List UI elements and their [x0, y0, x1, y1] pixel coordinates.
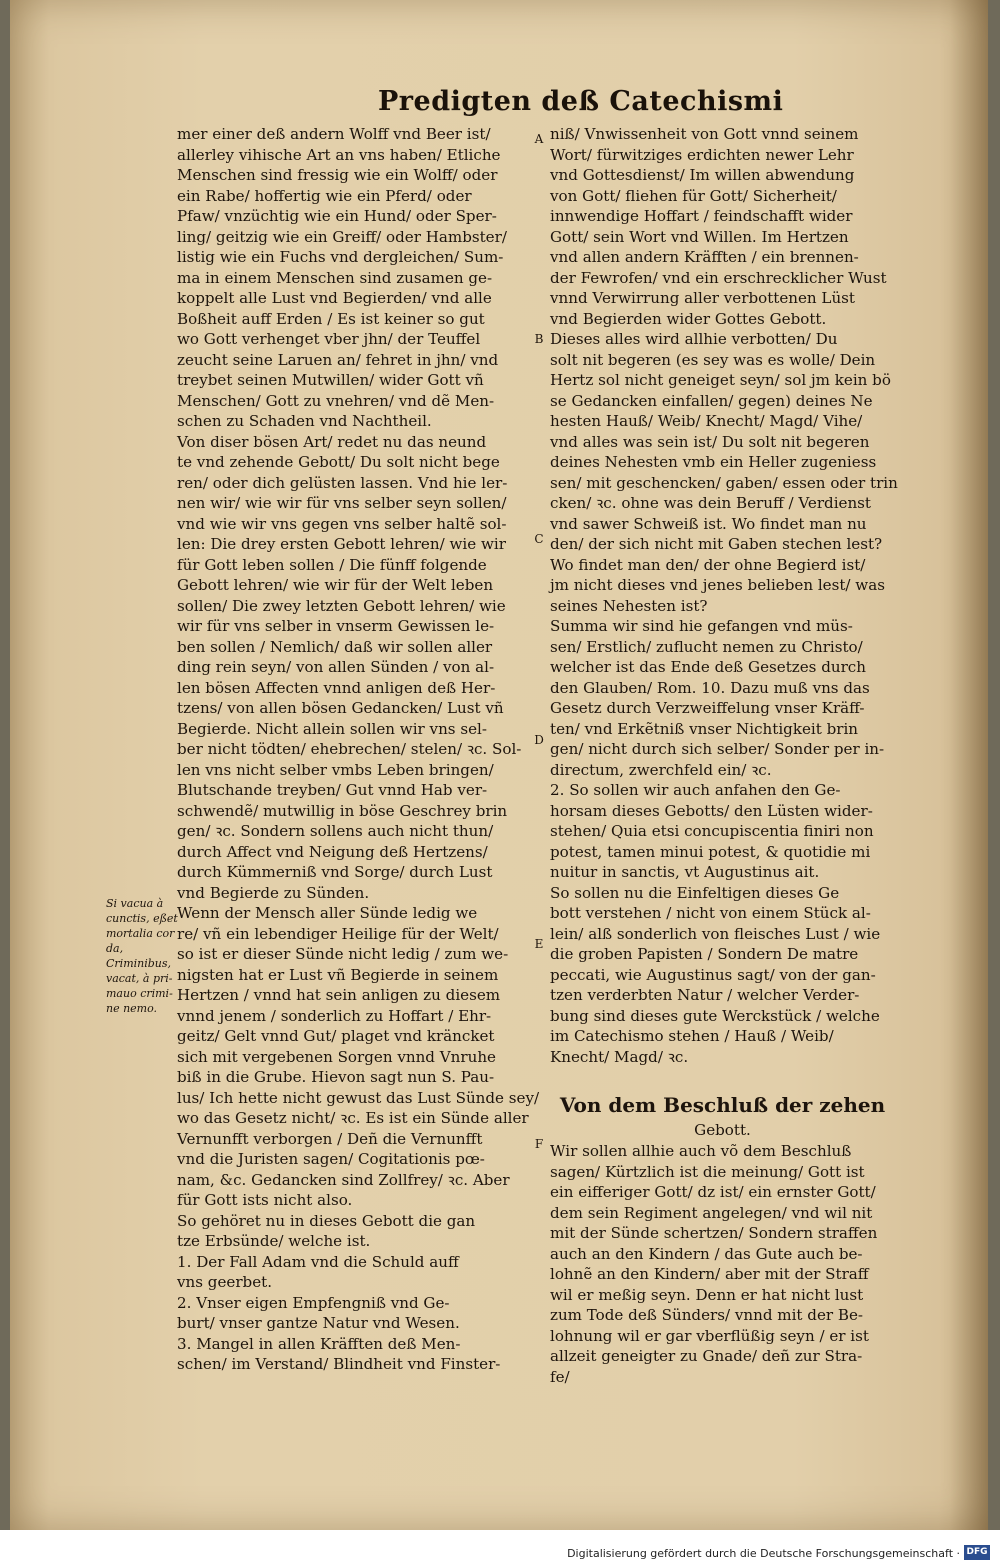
text-line: durch Affect vnd Neigung deß Hertzens/: [177, 842, 488, 861]
text-line: vnd wie wir vns gegen vns selber haltẽ sol-: [177, 514, 507, 533]
text-line: wir für vns selber in vnserm Gewissen le-: [177, 617, 495, 635]
marginal-note-line: cunctis, eßet: [106, 912, 178, 925]
text-line: horsam dieses Gebotts/ den Lüsten wider-: [550, 801, 873, 820]
text-line: gen/ nicht durch sich selber/ Sonder per in-: [550, 740, 885, 758]
footer-credit: Digitalisierung gefördert durch die Deutsche Forschungsgemeinschaft ·: [567, 1547, 960, 1560]
text-line: vnd die Juristen sagen/ Cogitationis pœ-: [177, 1150, 485, 1168]
text-line: potest, tamen minui potest, & quotidie mi: [550, 842, 871, 861]
text-line: vnd Begierde zu Sünden.: [177, 883, 370, 902]
text-line: ling/ geitzig wie ein Greiff/ oder Hambster/: [177, 227, 507, 246]
text-line: ein Rabe/ hoffertig wie ein Pferd/ oder: [177, 186, 472, 205]
text-line: vns geerbet.: [177, 1273, 272, 1291]
text-line: sen/ mit geschencken/ gaben/ essen oder trin: [550, 473, 898, 492]
book-page: [10, 0, 988, 1530]
text-line: ten/ vnd Erkẽtniß vnser Nichtigkeit brin: [550, 719, 859, 738]
section-subheading: Gebott.: [694, 1121, 751, 1139]
text-line: ein eifferiger Gott/ dz ist/ ein ernster Gott/: [550, 1183, 876, 1201]
text-line: peccati, wie Augustinus sagt/ von der gan-: [550, 965, 876, 984]
text-line: bott verstehen / nicht von einem Stück al-: [550, 904, 871, 922]
text-line: Dieses alles wird allhie verbotten/ Du: [550, 330, 838, 348]
text-line: re/ vñ ein lebendiger Heilige für der Welt/: [177, 924, 499, 943]
text-line: se Gedancken einfallen/ gegen) deines Ne: [550, 391, 873, 410]
text-line: zum Tode deß Sünders/ vnnd mit der Be-: [550, 1306, 864, 1324]
margin-marker-b: B: [534, 332, 544, 346]
text-line: lohnẽ an den Kindern/ aber mit der Straff: [550, 1265, 869, 1283]
text-line: biß in die Grube. Hievon sagt nun S. Pau-: [177, 1068, 495, 1086]
text-line: der Fewrofen/ vnd ein erschrecklicher Wust: [550, 268, 887, 287]
text-line: bung sind dieses gute Werckstück / welche: [550, 1006, 880, 1025]
marginal-note-line: da,: [106, 942, 124, 955]
text-line: dem sein Regiment angelegen/ vnd wil nit: [550, 1203, 873, 1222]
text-line: stehen/ Quia etsi concupiscentia finiri non: [550, 822, 874, 840]
text-line: 2. So sollen wir auch anfahen den Ge-: [550, 781, 841, 799]
text-line: 2. Vnser eigen Empfengniß vnd Ge-: [177, 1293, 450, 1312]
section-heading: Von dem Beschluß der zehen: [559, 1093, 886, 1117]
text-line: wo das Gesetz nicht/ ꝛc. Es ist ein Sünde aller: [177, 1109, 529, 1127]
text-line: vnd Gottesdienst/ Im willen abwendung: [550, 166, 855, 184]
text-line: sagen/ Kürtzlich ist die meinung/ Gott ist: [550, 1162, 865, 1181]
marginal-note-line: mortalia cor: [106, 927, 175, 940]
text-line: den/ der sich nicht mit Gaben stechen lest?: [550, 535, 883, 553]
text-line: 3. Mangel in allen Kräfften deß Men-: [177, 1334, 461, 1353]
margin-marker-d: D: [534, 733, 544, 747]
text-line: tzens/ von allen bösen Gedancken/ Lust vñ: [177, 699, 504, 717]
text-line: tze Erbsünde/ welche ist.: [177, 1232, 371, 1250]
text-line: vnnd jenem / sonderlich zu Hoffart / Ehr-: [177, 1006, 492, 1025]
text-line: deines Nehesten vmb ein Heller zugeniess: [550, 453, 877, 471]
text-line: Knecht/ Magd/ ꝛc.: [550, 1047, 689, 1066]
text-line: Menschen/ Gott zu vnehren/ vnd dẽ Men-: [177, 391, 495, 410]
text-line: directum, zwerchfeld ein/ ꝛc.: [550, 760, 772, 779]
marginal-note-line: Criminibus,: [106, 957, 172, 970]
text-line: nigsten hat er Lust vñ Begierde in seinem: [177, 965, 499, 984]
text-line: vnd allen andern Kräfften / ein brennen-: [550, 248, 859, 266]
text-line: cken/ ꝛc. ohne was dein Beruff / Verdienst: [550, 494, 871, 512]
text-line: so ist er dieser Sünde nicht ledig / zum we-: [177, 945, 509, 963]
text-line: Begierde. Nicht allein sollen wir vns sel-: [177, 719, 487, 738]
right-column-text-part1: [550, 124, 898, 1067]
margin-marker-e: E: [534, 937, 544, 951]
text-line: Gott/ sein Wort vnd Willen. Im Hertzen: [550, 227, 849, 246]
text-line: innwendige Hoffart / feindschafft wider: [550, 207, 853, 225]
marginal-note-line: vacat, à pri-: [106, 972, 173, 985]
left-text-column: [177, 124, 540, 1375]
text-line: ben sollen / Nemlich/ daß wir sollen aller: [177, 637, 493, 656]
text-line: Wir sollen allhie auch võ dem Beschluß: [550, 1142, 852, 1160]
text-line: auch an den Kindern / das Gute auch be-: [550, 1244, 863, 1263]
text-line: te vnd zehende Gebott/ Du solt nicht bege: [177, 453, 500, 471]
text-line: gen/ ꝛc. Sondern sollens auch nicht thun/: [177, 822, 494, 840]
text-line: niß/ Vnwissenheit von Gott vnnd seinem: [550, 125, 859, 143]
text-line: lus/ Ich hette nicht gewust das Lust Sünde sey/: [177, 1088, 540, 1107]
text-line: ren/ oder dich gelüsten lassen. Vnd hie ler-: [177, 473, 508, 492]
text-line: Wo findet man den/ der ohne Begierd ist/: [550, 555, 866, 574]
right-text-column: [550, 124, 898, 1387]
margin-marker-f: F: [534, 1137, 544, 1151]
text-line: So gehöret nu in dieses Gebott die gan: [177, 1211, 476, 1230]
marginal-note-line: ne nemo.: [106, 1002, 158, 1015]
text-line: allerley vihische Art an vns haben/ Etliche: [177, 145, 501, 164]
text-line: mer einer deß andern Wolff vnd Beer ist/: [177, 125, 491, 143]
text-line: koppelt alle Lust vnd Begierden/ vnd alle: [177, 289, 492, 307]
text-line: wil er meßig seyn. Denn er hat nicht lust: [550, 1285, 864, 1304]
text-line: für Gott ists nicht also.: [177, 1191, 353, 1209]
text-line: durch Kümmerniß vnd Sorge/ durch Lust: [177, 863, 493, 881]
text-line: Wenn der Mensch aller Sünde ledig we: [177, 904, 478, 922]
text-line: geitz/ Gelt vnnd Gut/ plaget vnd kräncket: [177, 1027, 495, 1045]
text-line: solt nit begeren (es sey was es wolle/ Dein: [550, 350, 876, 369]
text-line: Summa wir sind hie gefangen vnd müs-: [550, 617, 853, 635]
marginal-note: [106, 896, 180, 1016]
text-line: nam, &c. Gedancken sind Zollfrey/ ꝛc. Aber: [177, 1170, 510, 1189]
text-line: für Gott leben sollen / Die fünff folgende: [177, 555, 487, 574]
text-line: len: Die drey ersten Gebott lehren/ wie wir: [177, 535, 506, 553]
text-line: lein/ alß sonderlich von fleisches Lust / wie: [550, 924, 881, 943]
running-title: Predigten deß Catechismi: [378, 86, 784, 117]
text-line: allzeit geneigter zu Gnade/ deñ zur Stra-: [550, 1347, 863, 1365]
margin-marker-a: A: [534, 132, 544, 146]
text-line: listig wie ein Fuchs vnd dergleichen/ Sum-: [177, 248, 504, 266]
text-line: schwendẽ/ mutwillig in böse Geschrey brin: [177, 801, 508, 820]
text-line: tzen verderbten Natur / welcher Verder-: [550, 986, 860, 1004]
text-line: Menschen sind fressig wie ein Wolff/ oder: [177, 166, 498, 184]
dfg-logo: DFG: [964, 1545, 990, 1560]
text-line: schen/ im Verstand/ Blindheit vnd Finster-: [177, 1355, 501, 1373]
text-line: nuitur in sanctis, vt Augustinus ait.: [550, 863, 820, 881]
text-line: sollen/ Die zwey letzten Gebott lehren/ wie: [177, 596, 506, 615]
text-line: zeucht seine Laruen an/ fehret in jhn/ vnd: [177, 350, 499, 369]
marginal-note-line: Si vacua à: [106, 897, 164, 910]
text-line: vnd alles was sein ist/ Du solt nit begeren: [550, 432, 870, 451]
text-line: nen wir/ wie wir für vns selber seyn sollen/: [177, 494, 507, 512]
text-line: jm nicht dieses vnd jenes belieben lest/ was: [550, 576, 885, 594]
text-line: ma in einem Menschen sind zusamen ge-: [177, 268, 493, 287]
text-line: sich mit vergebenen Sorgen vnnd Vnruhe: [177, 1047, 496, 1066]
text-line: den Glauben/ Rom. 10. Dazu muß vns das: [550, 678, 870, 697]
text-line: burt/ vnser gantze Natur vnd Wesen.: [177, 1314, 460, 1332]
text-line: len vns nicht selber vmbs Leben bringen/: [177, 760, 494, 779]
right-column-text-part2: [550, 1141, 895, 1387]
text-line: fe/: [550, 1367, 570, 1386]
text-line: Blutschande treyben/ Gut vnnd Hab ver-: [177, 781, 488, 799]
marginal-note-line: mauo crimi-: [106, 987, 173, 1000]
text-line: vnd Begierden wider Gottes Gebott.: [550, 309, 827, 328]
text-line: vnd sawer Schweiß ist. Wo findet man nu: [550, 514, 867, 533]
text-line: Von diser bösen Art/ redet nu das neund: [177, 432, 487, 451]
margin-marker-c: C: [534, 532, 544, 546]
text-line: welcher ist das Ende deß Gesetzes durch: [550, 658, 866, 676]
text-line: lohnung wil er gar vberflüßig seyn / er ist: [550, 1326, 869, 1345]
text-line: im Catechismo stehen / Hauß / Weib/: [550, 1027, 834, 1045]
text-line: So sollen nu die Einfeltigen dieses Ge: [550, 883, 840, 902]
text-line: 1. Der Fall Adam vnd die Schuld auff: [177, 1252, 459, 1271]
text-line: Hertzen / vnnd hat sein anligen zu diesem: [177, 986, 501, 1004]
text-line: vnnd Verwirrung aller verbottenen Lüst: [550, 289, 855, 307]
text-line: len bösen Affecten vnnd anligen deß Her-: [177, 678, 496, 697]
text-line: die groben Papisten / Sondern De matre: [550, 945, 859, 963]
text-line: Boßheit auff Erden / Es ist keiner so gut: [177, 309, 485, 328]
text-line: Vernunfft verborgen / Deñ die Vernunfft: [177, 1129, 483, 1148]
text-line: Hertz sol nicht geneiget seyn/ sol jm kein bö: [550, 371, 891, 389]
text-line: Pfaw/ vnzüchtig wie ein Hund/ oder Sper-: [177, 207, 497, 225]
text-line: Gesetz durch Verzweiffelung vnser Kräff-: [550, 699, 865, 717]
text-line: sen/ Erstlich/ zuflucht nemen zu Christo/: [550, 637, 863, 656]
text-line: treybet seinen Mutwillen/ wider Gott vñ: [177, 371, 484, 389]
text-line: Gebott lehren/ wie wir für der Welt leben: [177, 576, 494, 594]
text-line: seines Nehesten ist?: [550, 596, 708, 615]
text-line: Wort/ fürwitziges erdichten newer Lehr: [550, 145, 854, 164]
text-line: schen zu Schaden vnd Nachtheil.: [177, 412, 432, 430]
text-line: von Gott/ fliehen für Gott/ Sicherheit/: [550, 186, 837, 205]
text-line: hesten Hauß/ Weib/ Knecht/ Magd/ Vihe/: [550, 412, 863, 430]
text-line: mit der Sünde schertzen/ Sondern straffen: [550, 1224, 878, 1242]
text-line: wo Gott verhenget vber jhn/ der Teuffel: [177, 330, 481, 348]
text-line: ding rein seyn/ von allen Sünden / von al-: [177, 658, 495, 676]
text-line: ber nicht tödten/ ehebrechen/ stelen/ ꝛc. Sol-: [177, 740, 522, 758]
